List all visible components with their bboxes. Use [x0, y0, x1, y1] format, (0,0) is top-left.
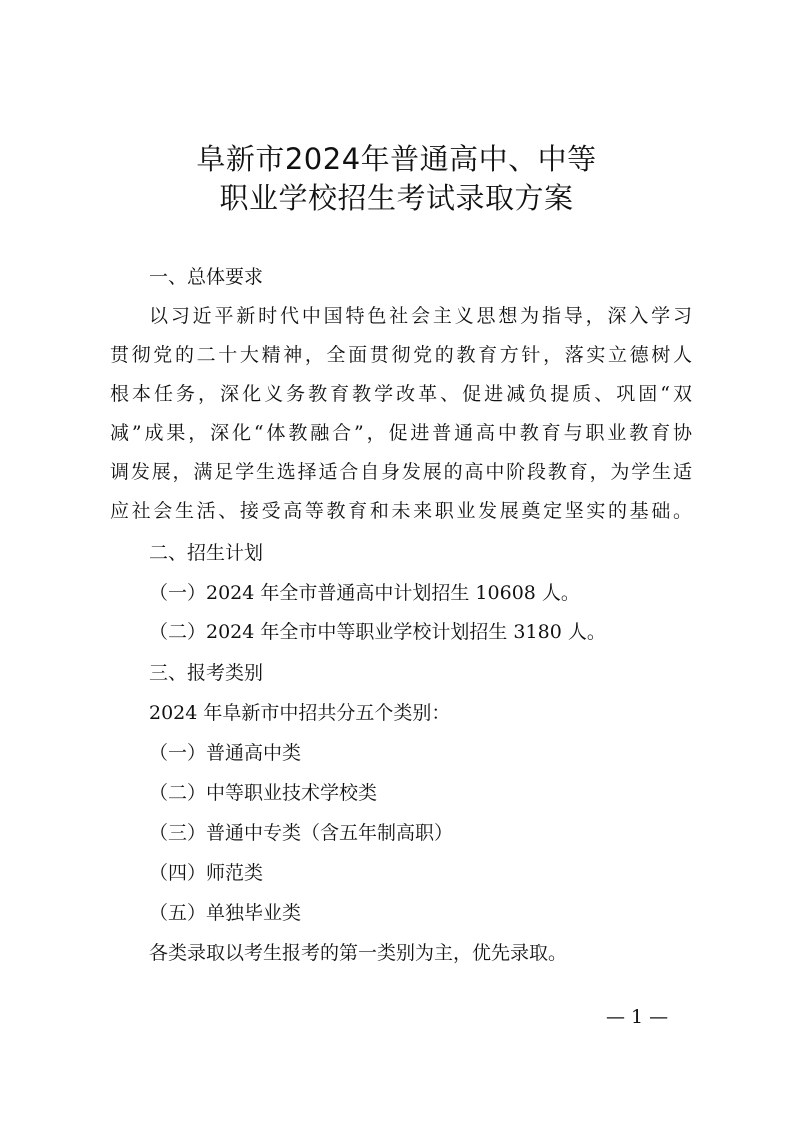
document-title-line-2: 职业学校招生考试录取方案	[219, 181, 574, 215]
category-item: （三）普通中专类（含五年制高职）	[149, 822, 454, 844]
category-item: （五）单独毕业类	[149, 902, 302, 924]
plan-item-1: （一）2024 年全市普通高中计划招生 10608 人。	[149, 582, 580, 604]
plan-item-2: （二）2024 年全市中等职业学校计划招生 3180 人。	[149, 621, 606, 643]
section-3-intro: 2024 年阜新市中招共分五个类别：	[149, 702, 451, 724]
section-1-paragraph-line: 应社会生活、接受高等教育和未来职业发展奠定坚实的基础。	[110, 500, 692, 522]
category-item: （一）普通高中类	[149, 742, 302, 764]
section-1-heading: 一、总体要求	[149, 266, 264, 288]
section-1-paragraph-line: 调发展，满足学生选择适合自身发展的高中阶段教育，为学生适	[110, 461, 692, 483]
category-item: （四）师范类	[149, 862, 264, 884]
category-item: （二）中等职业技术学校类	[149, 782, 378, 804]
section-1-paragraph-line: 贯彻党的二十大精神，全面贯彻党的教育方针，落实立德树人	[110, 344, 692, 366]
page-number: — 1 —	[606, 1006, 669, 1028]
section-1-paragraph-line: 根本任务，深化义务教育教学改革、促进减负提质、巩固“双	[110, 383, 692, 405]
document-title-line-1: 阜新市2024年普通高中、中等	[196, 142, 597, 176]
section-1-paragraph-line: 减”成果，深化“体教融合”，促进普通高中教育与职业教育协	[110, 422, 692, 444]
section-3-heading: 三、报考类别	[149, 662, 264, 684]
section-3-closing: 各类录取以考生报考的第一类别为主，优先录取。	[149, 942, 568, 964]
section-2-heading: 二、招生计划	[149, 542, 264, 564]
section-1-paragraph-line: 以习近平新时代中国特色社会主义思想为指导，深入学习	[149, 305, 692, 327]
